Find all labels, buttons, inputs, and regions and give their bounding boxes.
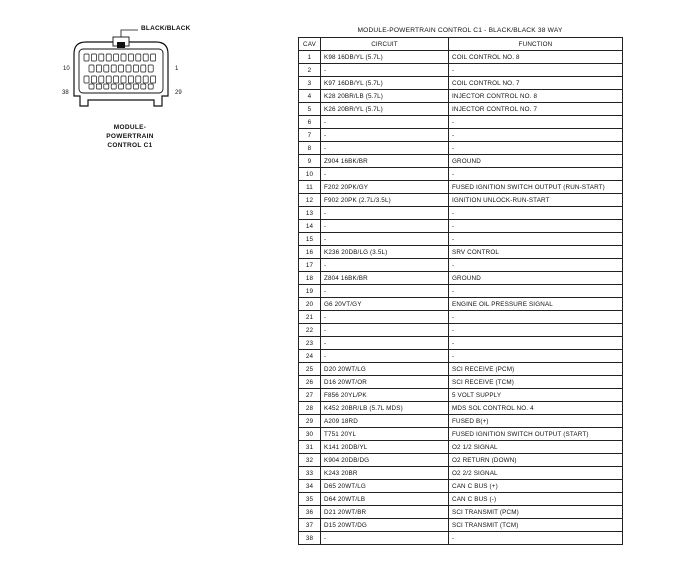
cell-circuit: - (321, 116, 449, 129)
table-row (299, 77, 623, 90)
cell-cav: 34 (299, 480, 321, 493)
pin-cavity (114, 54, 119, 61)
cell-cav: 6 (299, 116, 321, 129)
pin-cavity (141, 65, 146, 72)
cell-function: - (449, 532, 623, 545)
pin-cavity (133, 84, 138, 89)
cell-function: COIL CONTROL NO. 8 (449, 51, 623, 64)
cell-function: - (449, 285, 623, 298)
pin-cavity (119, 84, 124, 89)
cell-cav: 29 (299, 415, 321, 428)
table-row (299, 363, 623, 376)
table-row (299, 428, 623, 441)
cell-function: SCI TRANSMIT (PCM) (449, 506, 623, 519)
cell-cav: 8 (299, 142, 321, 155)
cell-circuit: K26 20BR/YL (5.7L) (321, 103, 449, 116)
cell-function: - (449, 259, 623, 272)
cell-circuit: - (321, 220, 449, 233)
header-cav: CAV (299, 38, 321, 51)
cell-circuit: - (321, 64, 449, 77)
table-row (299, 90, 623, 103)
pin-number-38: 38 (62, 90, 69, 96)
cell-cav: 3 (299, 77, 321, 90)
cell-function: O2 RETURN (DOWN) (449, 454, 623, 467)
table-row (299, 181, 623, 194)
pin-cavity (96, 84, 101, 89)
cell-circuit: - (321, 350, 449, 363)
cell-cav: 17 (299, 259, 321, 272)
cell-cav: 13 (299, 207, 321, 220)
cell-function: - (449, 220, 623, 233)
table-header-row (299, 38, 623, 51)
header-function: FUNCTION (449, 38, 623, 51)
cell-cav: 38 (299, 532, 321, 545)
cell-function: - (449, 233, 623, 246)
pin-cavity (141, 84, 146, 89)
cell-function: SCI RECEIVE (TCM) (449, 376, 623, 389)
cell-circuit: D65 20WT/LG (321, 480, 449, 493)
pin-cavity (84, 76, 89, 83)
pin-cavity (133, 65, 138, 72)
cell-function: O2 1/2 SIGNAL (449, 441, 623, 454)
pin-cavity (96, 65, 101, 72)
pin-cavity (99, 54, 104, 61)
cell-circuit: A209 18RD (321, 415, 449, 428)
table-row (299, 272, 623, 285)
cell-cav: 21 (299, 311, 321, 324)
pin-cavity (128, 54, 133, 61)
table-row (299, 519, 623, 532)
pin-number-29: 29 (175, 90, 182, 96)
table-row (299, 51, 623, 64)
pin-cavity (106, 54, 111, 61)
table-row (299, 311, 623, 324)
table-row (299, 103, 623, 116)
cell-function: - (449, 116, 623, 129)
cell-circuit: K904 20DB/DG (321, 454, 449, 467)
table-row (299, 64, 623, 77)
connector-caption (80, 123, 180, 150)
cell-cav: 2 (299, 64, 321, 77)
table-row (299, 116, 623, 129)
cell-cav: 5 (299, 103, 321, 116)
pin-cavity (136, 76, 141, 83)
cell-cav: 19 (299, 285, 321, 298)
cell-cav: 4 (299, 90, 321, 103)
cell-cav: 9 (299, 155, 321, 168)
cell-function: SCI TRANSMIT (TCM) (449, 519, 623, 532)
cell-circuit: K28 20BR/LB (5.7L) (321, 90, 449, 103)
cell-cav: 36 (299, 506, 321, 519)
cell-function: GROUND (449, 155, 623, 168)
pin-cavity (104, 65, 109, 72)
table-row (299, 441, 623, 454)
cell-cav: 31 (299, 441, 321, 454)
pin-cavity (84, 54, 89, 61)
cell-cav: 37 (299, 519, 321, 532)
cell-cav: 32 (299, 454, 321, 467)
pin-cavity (106, 76, 111, 83)
cell-circuit: K452 20BR/LB (5.7L MDS) (321, 402, 449, 415)
cell-circuit: F902 20PK (2.7L/3.5L) (321, 194, 449, 207)
cell-circuit: K243 20BR (321, 467, 449, 480)
table-row (299, 532, 623, 545)
cell-circuit: - (321, 532, 449, 545)
pin-cavity (148, 84, 153, 89)
table-row (299, 350, 623, 363)
table-row (299, 259, 623, 272)
table-row (299, 493, 623, 506)
cell-circuit: - (321, 285, 449, 298)
pin-number-1: 1 (175, 66, 179, 72)
cell-function: - (449, 142, 623, 155)
cell-circuit: K98 16DB/YL (5.7L) (321, 51, 449, 64)
cell-circuit: K97 16DB/YL (5.7L) (321, 77, 449, 90)
cell-function: FUSED B(+) (449, 415, 623, 428)
table-row (299, 155, 623, 168)
pin-cavity (143, 54, 148, 61)
table-row (299, 454, 623, 467)
cell-function: - (449, 311, 623, 324)
cell-circuit: - (321, 311, 449, 324)
table-row (299, 194, 623, 207)
pin-cavity (151, 54, 156, 61)
table-title: MODULE-POWERTRAIN CONTROL C1 - BLACK/BLACK 38 WAY (357, 27, 563, 34)
pin-number-10: 10 (63, 66, 70, 72)
cell-cav: 12 (299, 194, 321, 207)
table-row (299, 168, 623, 181)
cell-circuit: - (321, 129, 449, 142)
cell-function: - (449, 337, 623, 350)
pin-cavity (148, 65, 153, 72)
table-row (299, 337, 623, 350)
cell-cav: 23 (299, 337, 321, 350)
cell-function: FUSED IGNITION SWITCH OUTPUT (START) (449, 428, 623, 441)
table-row (299, 129, 623, 142)
pin-cavity (91, 76, 96, 83)
table-row (299, 506, 623, 519)
pin-cavity (114, 76, 119, 83)
cell-circuit: - (321, 337, 449, 350)
cell-circuit: - (321, 142, 449, 155)
pin-cavity (119, 65, 124, 72)
table-row (299, 324, 623, 337)
cell-circuit: Z904 16BK/BR (321, 155, 449, 168)
cell-function: COIL CONTROL NO. 7 (449, 77, 623, 90)
connector-color-label: BLACK/BLACK (141, 25, 191, 32)
pin-cavity (126, 84, 131, 89)
cell-circuit: - (321, 168, 449, 181)
table-row (299, 142, 623, 155)
cell-cav: 10 (299, 168, 321, 181)
cell-circuit: - (321, 233, 449, 246)
pin-cavity (104, 84, 109, 89)
pin-cavity (128, 76, 133, 83)
table-row (299, 207, 623, 220)
cell-circuit: D64 20WT/LB (321, 493, 449, 506)
cell-function: GROUND (449, 272, 623, 285)
cell-circuit: G6 20VT/GY (321, 298, 449, 311)
cell-function: CAN C BUS (+) (449, 480, 623, 493)
table-row (299, 246, 623, 259)
cell-circuit: D20 20WT/LG (321, 363, 449, 376)
cell-function: - (449, 207, 623, 220)
pin-cavity (126, 65, 131, 72)
table-row (299, 220, 623, 233)
table-row (299, 285, 623, 298)
cell-circuit: - (321, 324, 449, 337)
pin-cavity (89, 84, 94, 89)
cell-function: INJECTOR CONTROL NO. 7 (449, 103, 623, 116)
cell-function: ENGINE OIL PRESSURE SIGNAL (449, 298, 623, 311)
pin-cavity (136, 54, 141, 61)
cell-circuit: F202 20PK/GY (321, 181, 449, 194)
cell-function: SCI RECEIVE (PCM) (449, 363, 623, 376)
cell-cav: 35 (299, 493, 321, 506)
cell-function: - (449, 350, 623, 363)
table-row (299, 480, 623, 493)
pin-cavity (151, 76, 156, 83)
caption-line: POWERTRAIN (106, 133, 154, 140)
cell-function: 5 VOLT SUPPLY (449, 389, 623, 402)
cell-cav: 14 (299, 220, 321, 233)
cell-cav: 7 (299, 129, 321, 142)
cell-cav: 20 (299, 298, 321, 311)
pin-cavity (99, 76, 104, 83)
table-row (299, 376, 623, 389)
cell-cav: 27 (299, 389, 321, 402)
cell-cav: 15 (299, 233, 321, 246)
pin-cavity (111, 84, 116, 89)
cell-circuit: D16 20WT/OR (321, 376, 449, 389)
cell-circuit: K236 20DB/LG (3.5L) (321, 246, 449, 259)
cell-circuit: - (321, 259, 449, 272)
cell-function: - (449, 64, 623, 77)
pin-cavity (91, 54, 96, 61)
table-row (299, 415, 623, 428)
cell-function: O2 2/2 SIGNAL (449, 467, 623, 480)
cell-cav: 33 (299, 467, 321, 480)
cell-cav: 18 (299, 272, 321, 285)
cell-cav: 11 (299, 181, 321, 194)
pin-cavity (121, 54, 126, 61)
caption-line: CONTROL C1 (107, 142, 153, 149)
cell-cav: 28 (299, 402, 321, 415)
cell-circuit: F856 20YL/PK (321, 389, 449, 402)
cell-circuit: - (321, 207, 449, 220)
cell-function: MDS SOL CONTROL NO. 4 (449, 402, 623, 415)
cell-function: - (449, 324, 623, 337)
header-circuit: CIRCUIT (321, 38, 449, 51)
cell-circuit: K141 20DB/YL (321, 441, 449, 454)
pin-cavity (89, 65, 94, 72)
cell-cav: 1 (299, 51, 321, 64)
table-row (299, 389, 623, 402)
cell-circuit: D21 20WT/BR (321, 506, 449, 519)
cell-function: - (449, 168, 623, 181)
cell-function: CAN C BUS (-) (449, 493, 623, 506)
cell-cav: 16 (299, 246, 321, 259)
pin-cavity (121, 76, 126, 83)
cell-cav: 25 (299, 363, 321, 376)
cell-function: INJECTOR CONTROL NO. 8 (449, 90, 623, 103)
cell-cav: 30 (299, 428, 321, 441)
table-row (299, 402, 623, 415)
cell-cav: 24 (299, 350, 321, 363)
cell-circuit: T751 20YL (321, 428, 449, 441)
cell-function: - (449, 129, 623, 142)
pin-cavity (143, 76, 148, 83)
table-row (299, 233, 623, 246)
pinout-table (298, 37, 623, 545)
table-row (299, 298, 623, 311)
caption-line: MODULE- (113, 124, 147, 131)
cell-function: SRV CONTROL (449, 246, 623, 259)
cell-cav: 26 (299, 376, 321, 389)
cell-cav: 22 (299, 324, 321, 337)
cell-function: FUSED IGNITION SWITCH OUTPUT (RUN-START) (449, 181, 623, 194)
cell-circuit: Z804 16BK/BR (321, 272, 449, 285)
cell-function: IGNITION UNLOCK-RUN-START (449, 194, 623, 207)
cell-circuit: D15 20WT/DG (321, 519, 449, 532)
table-row (299, 467, 623, 480)
pin-cavity (111, 65, 116, 72)
